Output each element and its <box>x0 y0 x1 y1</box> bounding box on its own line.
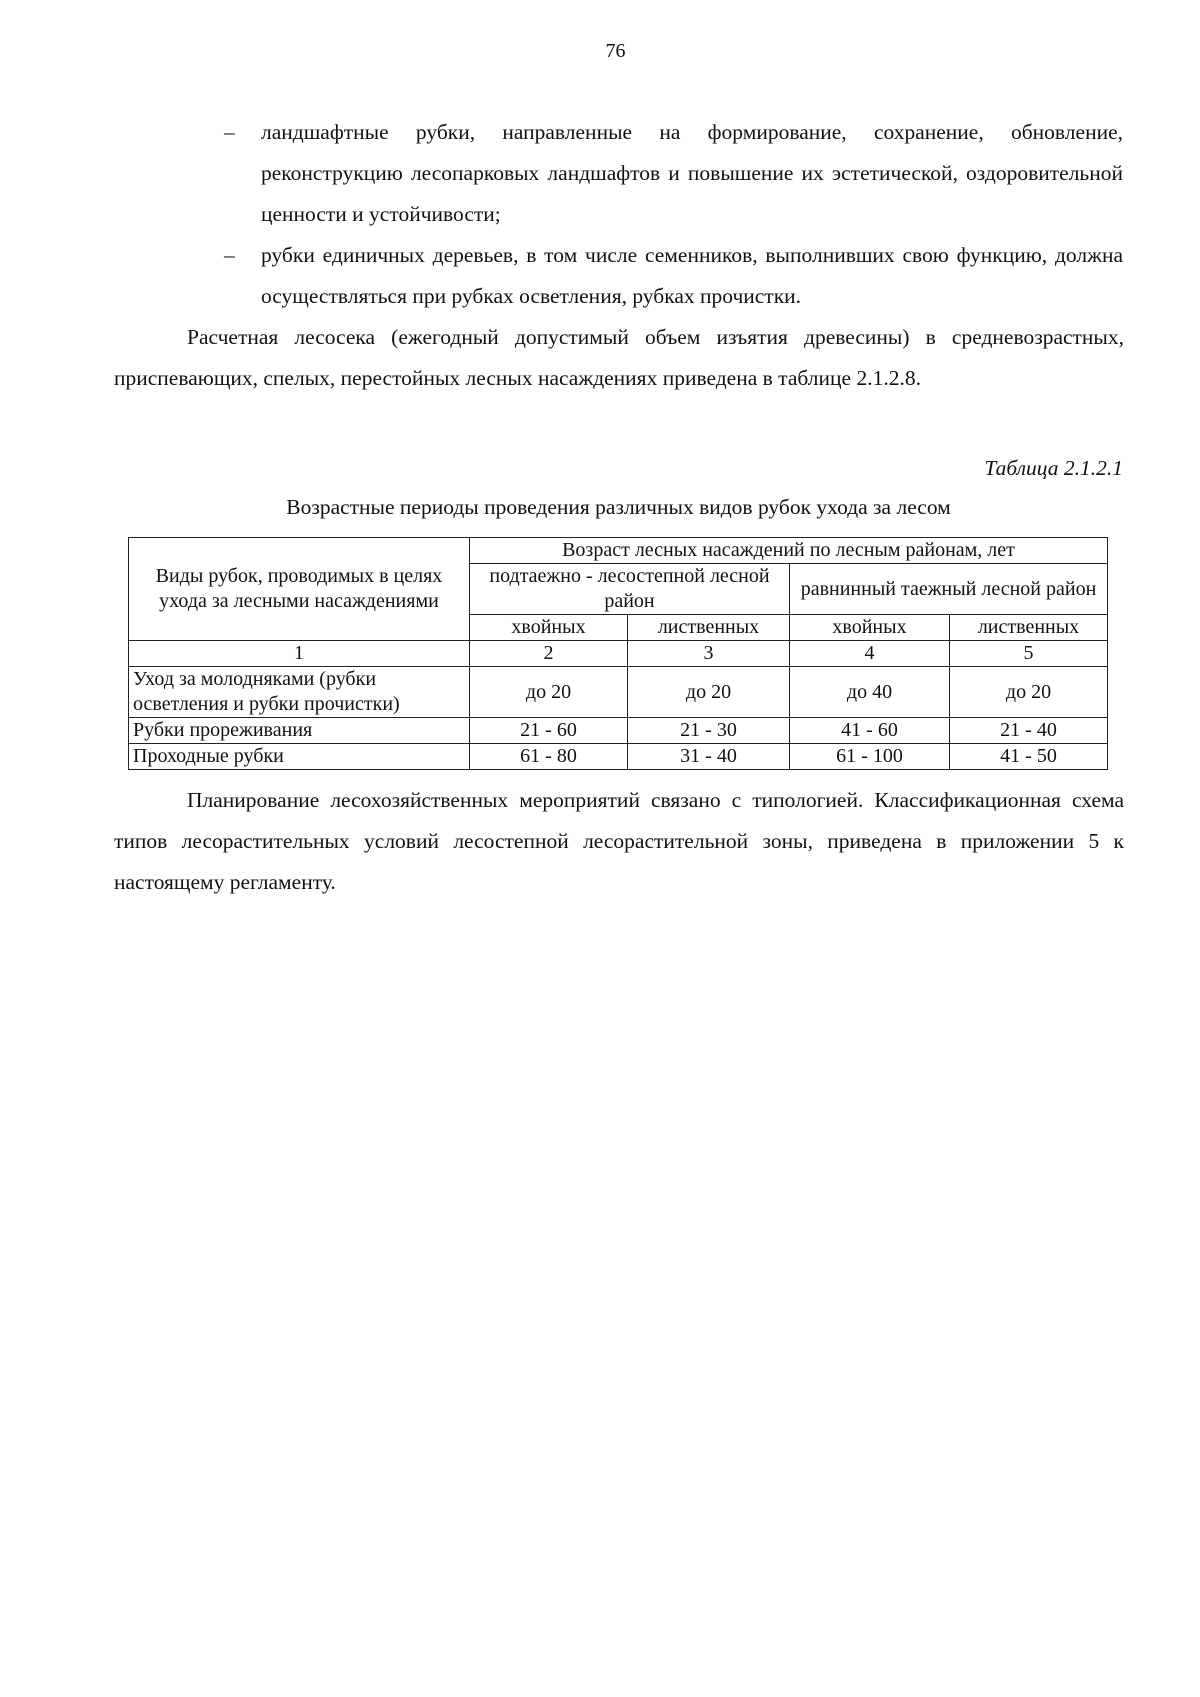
column-number: 4 <box>790 641 950 667</box>
row-value: 21 - 30 <box>628 718 790 744</box>
paragraph-planning: Планирование лесохозяйственных мероприятий связано с типологией. Классификационная схема типов лесорастительных условий лесостепной лесорастительной зоны, приведена в приложении 5 к настоящему регламенту. <box>114 788 1124 894</box>
header-region-plain-taiga: равнинный таежный лесной район <box>790 564 1108 615</box>
bullet-item-landscape-cuttings <box>224 112 1123 235</box>
row-value: до 20 <box>628 667 790 718</box>
table-row <box>129 718 1108 744</box>
row-value: 61 - 100 <box>790 744 950 770</box>
table-column-numbers-row <box>129 641 1108 667</box>
subheader-coniferous: хвойных <box>790 615 950 641</box>
table-title: Возрастные периоды проведения различных видов рубок ухода за лесом <box>286 495 951 519</box>
age-periods-table <box>128 537 1108 770</box>
row-value: до 20 <box>950 667 1108 718</box>
row-value: до 40 <box>790 667 950 718</box>
header-cutting-types: Виды рубок, проводимых в целях ухода за лесными насаждениями <box>129 538 470 641</box>
row-name: Проходные рубки <box>129 744 470 770</box>
row-name: Уход за молодняками (рубки осветления и рубки прочистки) <box>129 667 470 718</box>
row-name: Рубки прореживания <box>129 718 470 744</box>
row-value: 21 - 60 <box>470 718 628 744</box>
row-value: 41 - 60 <box>790 718 950 744</box>
row-value: до 20 <box>470 667 628 718</box>
row-value: 41 - 50 <box>950 744 1108 770</box>
bullet-item-single-tree-cuttings <box>224 235 1123 317</box>
header-age-group: Возраст лесных насаждений по лесным районам, лет <box>470 538 1108 564</box>
header-region-subtaiga-forest-steppe: подтаежно - лесостепной лесной район <box>470 564 790 615</box>
paragraph-allowable-cut: Расчетная лесосека (ежегодный допустимый объем изъятия древесины) в средневозрастных, приспевающих, спелых, перестойных лесных насаждениях приведена в таблице 2.1.2.8. <box>114 325 1124 390</box>
table-header-row <box>129 538 1108 564</box>
row-value: 61 - 80 <box>470 744 628 770</box>
column-number: 3 <box>628 641 790 667</box>
column-number: 5 <box>950 641 1108 667</box>
column-number: 1 <box>129 641 470 667</box>
table-row <box>129 744 1108 770</box>
table-row <box>129 667 1108 718</box>
column-number: 2 <box>470 641 628 667</box>
bullet-dash: – <box>224 243 235 267</box>
table-caption: Таблица 2.1.2.1 <box>984 456 1123 480</box>
bullet-text: ландшафтные рубки, направленные на формирование, сохранение, обновление, реконструкцию лесопарковых ландшафтов и повышение их эстетической, оздоровительной ценности и устойчивости; <box>261 120 1123 226</box>
subheader-deciduous: лиственных <box>950 615 1108 641</box>
subheader-deciduous: лиственных <box>628 615 790 641</box>
row-value: 31 - 40 <box>628 744 790 770</box>
row-value: 21 - 40 <box>950 718 1108 744</box>
bullet-dash: – <box>224 120 235 144</box>
bullet-text: рубки единичных деревьев, в том числе семенников, выполнивших свою функцию, должна осуществляться при рубках осветления, рубках прочистки. <box>261 243 1123 308</box>
subheader-coniferous: хвойных <box>470 615 628 641</box>
page-number: 76 <box>605 40 626 62</box>
